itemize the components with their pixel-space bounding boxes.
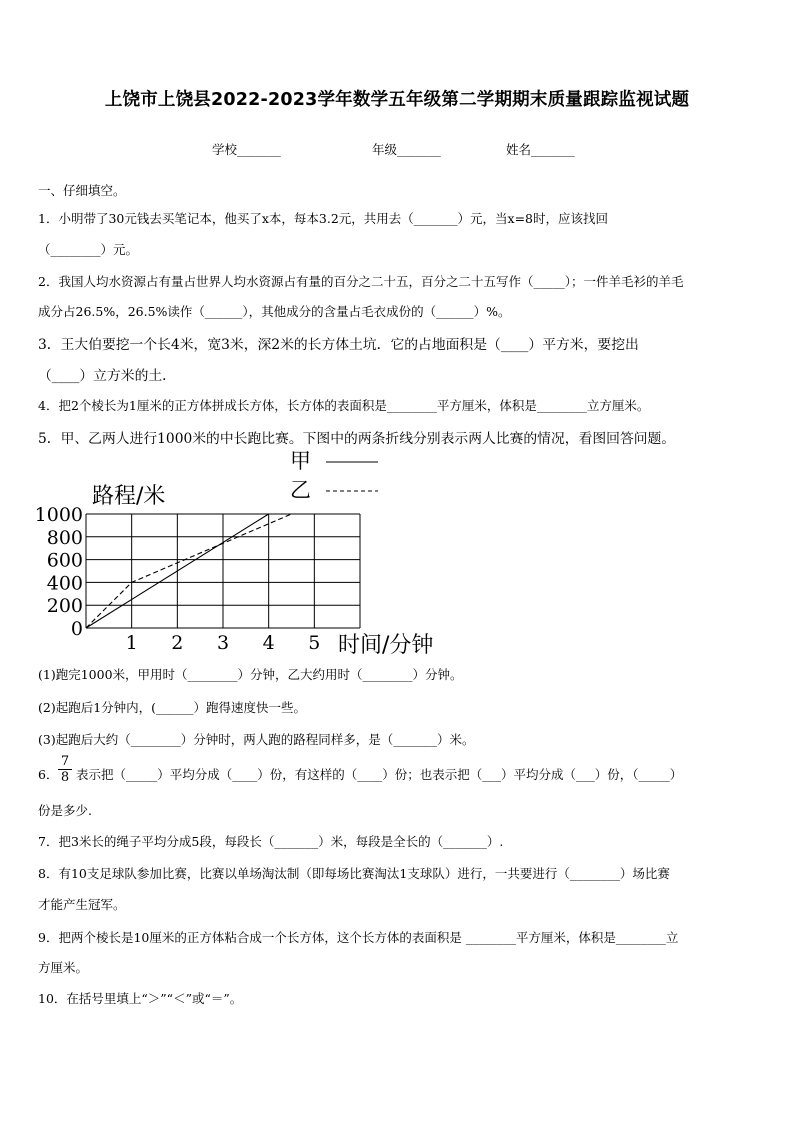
x-tick-label: 3: [216, 632, 230, 654]
chart-series: [86, 514, 292, 628]
x-tick-label: 4: [262, 632, 275, 654]
page-title: 上饶市上饶县2022-2023学年数学五年级第二学期期末质量跟踪监视试题: [104, 90, 690, 110]
question-10: 10．在括号里填上“＞”“＜”或“＝”。: [38, 991, 243, 1006]
question-5-sub-2: (2)起跑后1分钟内，(______）跑得速度快一些。: [38, 700, 307, 715]
question-3-line-2: （____）立方米的土．: [38, 368, 176, 384]
question-7: 7．把3米长的绳子平均分成5段，每段长（_______）米，每段是全长的（_______）.: [38, 834, 504, 849]
chart-legend: [290, 449, 378, 502]
series-line-dashed: [86, 514, 292, 628]
question-6-number: 6．: [38, 767, 59, 782]
fraction-seven-eighths: [58, 754, 72, 785]
question-8-line-2: 才能产生冠军。: [38, 897, 126, 912]
name-field: 姓名_______: [506, 142, 575, 157]
school-field: 学校_______: [212, 142, 281, 157]
chart-grid: [86, 514, 360, 628]
legend-label: 甲: [290, 449, 311, 473]
legend-label: 乙: [290, 478, 311, 502]
y-tick-label: 600: [46, 549, 83, 572]
section-heading: 一、仔细填空。: [38, 183, 126, 198]
question-2-line-1: 2．我国人均水资源占有量占世界人均水资源占有量的百分之二十五，百分之二十五写作（_____）；一件羊毛衫的羊毛: [38, 274, 684, 289]
question-9-line-1: 9．把两个棱长是10厘米的正方体粘合成一个长方体，这个长方体的表面积是 ________平方厘米，体积是________立: [38, 930, 679, 945]
question-1-line-2: （________）元。: [38, 242, 139, 257]
grade-field: 年级_______: [372, 142, 441, 157]
x-axis-label: 时间/分钟: [338, 633, 434, 658]
y-tick-label: 1000: [34, 504, 83, 526]
question-5-intro: 5．甲、乙两人进行1000米的中长跑比赛。下图中的两条折线分别表示两人比赛的情况，看图回答问题。: [38, 431, 676, 447]
question-6-line-1: 表示把（_____）平均分成（____）份，有这样的（____）份；也表示把（___）平均分成（___）份，（_____）: [76, 767, 683, 782]
question-3-line-1: 3．王大伯要挖一个长4米，宽3米，深2米的长方体土坑．它的占地面积是（____）平方米，要挖出: [38, 337, 639, 353]
question-5-sub-3: (3)起跑后大约（________）分钟时，两人跑的路程同样多，是（_______）米。: [38, 732, 475, 747]
y-tick-label: 0: [70, 618, 83, 640]
fraction-numerator: 7: [60, 754, 70, 769]
x-tick-label: 5: [308, 632, 321, 654]
question-1-line-1: 1．小明带了30元钱去买笔记本，他买了x本，每本3.2元，共用去（_______）元，当x=8时，应该找回: [38, 211, 609, 226]
y-tick-label: 200: [46, 595, 83, 618]
y-axis-label: 路程/米: [92, 484, 166, 509]
question-2-line-2: 成分占26.5%，26.5%读作（______），其他成分的含量占毛衣成份的（______）%。: [38, 304, 511, 319]
question-4: 4．把2个棱长为1厘米的正方体拼成长方体，长方体的表面积是________平方厘米，体积是________立方厘米。: [38, 398, 650, 413]
question-5-sub-1: (1)跑完1000米，甲用时（________）分钟，乙大约用时（________）分钟。: [38, 667, 463, 682]
x-tick-label: 2: [171, 632, 184, 654]
question-8-line-1: 8．有10支足球队参加比赛，比赛以单场淘汰制（即每场比赛淘汰1支球队）进行，一共要进行（________）场比赛: [38, 866, 670, 881]
y-tick-label: 400: [46, 572, 83, 595]
y-tick-label: 800: [46, 526, 83, 549]
question-9-line-2: 方厘米。: [38, 960, 89, 975]
x-tick-label: 1: [125, 632, 138, 654]
fraction-denominator: 8: [58, 769, 72, 785]
question-6-line-2: 份是多少.: [38, 803, 92, 818]
